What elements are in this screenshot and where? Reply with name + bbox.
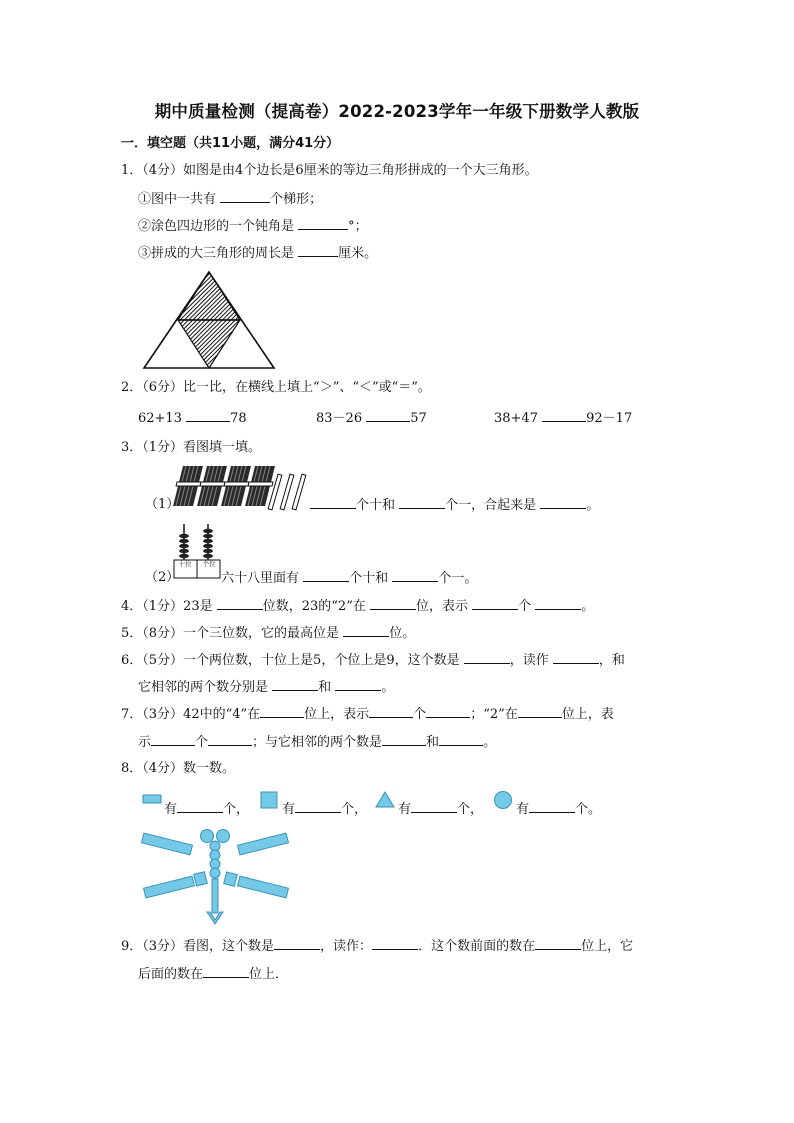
- q6-c: ，和: [598, 653, 625, 668]
- q2-e2-blank[interactable]: [366, 409, 410, 422]
- q8-tri-count: [398, 800, 483, 819]
- wing-upper-left: [142, 833, 193, 855]
- q2-e3-blank[interactable]: [542, 409, 586, 422]
- q7-blank-4[interactable]: [518, 705, 562, 718]
- q9-line-1: [121, 937, 633, 956]
- q1-a-blank[interactable]: [220, 190, 270, 203]
- q6-b: ，读作: [509, 653, 549, 668]
- q7-a: 7．（3分）42中的“4”在: [121, 707, 261, 722]
- q3-p2-blank-ones[interactable]: [392, 569, 438, 582]
- q3-part-1: [145, 496, 179, 514]
- q9-blank-read[interactable]: [372, 937, 418, 950]
- q1-b-blank[interactable]: [298, 217, 348, 230]
- q1-b-post: °；: [348, 219, 368, 234]
- q1-a-post: 个梯形；: [270, 192, 323, 207]
- tens-beads: [179, 534, 189, 558]
- q9-blank-number[interactable]: [274, 937, 320, 950]
- q8-rect-blank[interactable]: [177, 800, 223, 813]
- q1-c-blank[interactable]: [298, 244, 338, 257]
- q2-e1-left: 62+13: [138, 411, 182, 426]
- q7-i: 和: [426, 735, 440, 750]
- q9-f: 位上．: [249, 967, 289, 982]
- q6-a: 6．（5分）一个两位数，十位上是5，个位上是9，这个数是: [121, 653, 460, 668]
- square-icon: [258, 789, 282, 811]
- sticks-bundles-figure: [170, 462, 310, 514]
- q1-part-a: [138, 190, 322, 209]
- q8-tri-unit: 个，: [457, 802, 484, 817]
- q2-e1-blank[interactable]: [186, 409, 230, 422]
- dragonfly-figure: [140, 826, 296, 928]
- q6-e: 和: [318, 680, 332, 695]
- q3-part-2: [145, 569, 179, 587]
- q1-stem: 1．（4分）如图是由4个边长是6厘米的等边三角形拼成的一个大三角形。: [121, 163, 538, 178]
- tail-tip: [207, 912, 223, 924]
- q7-blank-8[interactable]: [439, 733, 483, 746]
- q6-blank-prev[interactable]: [272, 678, 318, 691]
- q8-rect-label: 有: [164, 802, 178, 817]
- wing-joint-right: [224, 872, 238, 886]
- q9-blank-prev-place[interactable]: [535, 937, 581, 950]
- q4-line: [121, 597, 594, 616]
- q4-blank-1[interactable]: [217, 597, 263, 610]
- q4-blank-4[interactable]: [535, 597, 581, 610]
- q1-b-pre: ②涂色四边形的一个钝角是: [138, 219, 295, 234]
- wing-joint-left: [194, 872, 208, 886]
- circle-icon: [492, 789, 516, 811]
- q3-p1-blank-total[interactable]: [540, 496, 586, 509]
- q6-line-2: [138, 678, 394, 697]
- q2-e1-right: 78: [230, 411, 247, 426]
- q4-b: 位数，23的“2”在: [262, 599, 366, 614]
- q7-line-2: [138, 733, 496, 752]
- q8-rect-count: [164, 800, 249, 819]
- q7-blank-5[interactable]: [151, 733, 195, 746]
- q2-e3-right: 92－17: [586, 411, 633, 426]
- q7-blank-2[interactable]: [369, 705, 413, 718]
- q2-e2-right: 57: [410, 411, 427, 426]
- q6-f: 。: [381, 680, 395, 695]
- q3-p1-label: （1）: [145, 497, 180, 512]
- q6-line-1: [121, 651, 625, 670]
- q9-a: 9．（3分）看图，这个数是: [121, 939, 275, 954]
- q5-line: [121, 624, 415, 643]
- q7-g: 个: [195, 735, 209, 750]
- q8-square-blank[interactable]: [295, 800, 341, 813]
- q1-part-c: [138, 244, 377, 263]
- q1-part-b: [138, 217, 368, 236]
- q6-d: 它相邻的两个数分别是: [138, 680, 269, 695]
- top-triangle-shaded: [178, 272, 240, 320]
- q6-blank-next[interactable]: [335, 678, 381, 691]
- q2-e2-left: 83－26: [316, 411, 363, 426]
- q3-stem: 3．（1分）看图填一填。: [121, 440, 262, 455]
- q8-rect-unit: 个，: [223, 802, 250, 817]
- q4-e: 。: [581, 599, 595, 614]
- q8-stem: 8．（4分）数一数。: [121, 761, 236, 776]
- q8-square-unit: 个，: [341, 802, 368, 817]
- abacus-ones-label: 个位: [202, 560, 216, 568]
- q7-j: 。: [483, 735, 497, 750]
- dragonfly-tail: [212, 879, 218, 913]
- rectangle-icon: [140, 789, 166, 809]
- q9-blank-next-place[interactable]: [203, 965, 249, 978]
- q4-blank-3[interactable]: [472, 597, 518, 610]
- q6-blank-number[interactable]: [464, 651, 510, 664]
- q5-blank[interactable]: [343, 624, 389, 637]
- abacus-figure: [172, 522, 224, 580]
- q3-p1-blank-tens[interactable]: [310, 496, 356, 509]
- q5-b: 位。: [389, 626, 416, 641]
- q8-circle-label: 有: [516, 802, 530, 817]
- q2-e3-left: 38+47: [494, 411, 538, 426]
- q8-square-label: 有: [282, 802, 296, 817]
- q4-a: 4．（1分）23是: [121, 599, 213, 614]
- q7-b: 位上，表示: [304, 707, 370, 722]
- q9-line-2: [138, 965, 288, 984]
- q3-p1-a: 个十和: [356, 498, 396, 513]
- q8-square-count: [282, 800, 367, 819]
- triangle-figure: [138, 268, 280, 372]
- q3-part-2-text: [221, 569, 477, 588]
- q3-p1-b: 个一，合起来是: [445, 498, 537, 513]
- q3-p1-blank-ones[interactable]: [399, 496, 445, 509]
- q7-d: ；“2”在: [470, 707, 518, 722]
- section-heading: 一．填空题（共11小题，满分41分）: [121, 136, 340, 151]
- q3-p2-b: 个一。: [438, 571, 478, 586]
- q9-b: ，读作：: [320, 939, 373, 954]
- page-title: 期中质量检测（提高卷）2022-2023学年一年级下册数学人教版: [154, 102, 640, 121]
- q2-stem: 2．（6分）比一比，在横线上填上“＞”、“＜”或“＝”。: [121, 380, 431, 395]
- q7-e: 位上，表: [561, 707, 614, 722]
- q5-a: 5．（8分）一个三位数，它的最高位是: [121, 626, 340, 641]
- q9-e: 后面的数在: [138, 967, 204, 982]
- q7-blank-1[interactable]: [260, 705, 304, 718]
- q8-circle-count: [516, 800, 601, 819]
- q6-blank-read[interactable]: [553, 651, 599, 664]
- q3-p2-a: 个十和: [349, 571, 389, 586]
- q7-h: ；与它相邻的两个数是: [252, 735, 383, 750]
- q4-blank-2[interactable]: [370, 597, 416, 610]
- q3-p2-text: 六十八里面有: [221, 571, 300, 586]
- q3-part-1-blanks: [310, 496, 599, 515]
- q2-expr-3: [494, 409, 632, 428]
- wing-upper-right: [238, 833, 289, 855]
- center-triangle-shaded: [178, 320, 240, 368]
- q9-d: 位上，它: [581, 939, 634, 954]
- q1-a-pre: ①图中一共有: [138, 192, 217, 207]
- q8-tri-label: 有: [398, 802, 412, 817]
- q2-expr-2: [316, 409, 427, 428]
- q4-d: 个: [518, 599, 532, 614]
- single-sticks: [268, 474, 306, 510]
- q1-c-pre: ③拼成的大三角形的周长是: [138, 246, 295, 261]
- q7-blank-3[interactable]: [426, 705, 470, 718]
- triangle-icon: [374, 789, 398, 811]
- q3-p1-end: 。: [586, 498, 600, 513]
- q7-blank-6[interactable]: [208, 733, 252, 746]
- q3-p2-label: （2）: [145, 570, 180, 585]
- wing-lower-right: [238, 876, 289, 898]
- q4-c: 位，表示: [415, 599, 468, 614]
- q7-blank-7[interactable]: [382, 733, 426, 746]
- wing-lower-left: [144, 876, 195, 898]
- q7-c: 个: [413, 707, 427, 722]
- q9-c: ．这个数前面的数在: [418, 939, 536, 954]
- q8-circle-blank[interactable]: [529, 800, 575, 813]
- abacus-tens-label: 十位: [178, 560, 192, 568]
- stick-bundles: [171, 466, 277, 506]
- q7-line-1: [121, 705, 614, 724]
- q8-circle-unit: 个。: [575, 802, 602, 817]
- q1-c-post: 厘米。: [338, 246, 378, 261]
- q8-tri-blank[interactable]: [411, 800, 457, 813]
- q3-p2-blank-tens[interactable]: [303, 569, 349, 582]
- q7-f: 示: [138, 735, 152, 750]
- q2-expr-1: [138, 409, 247, 428]
